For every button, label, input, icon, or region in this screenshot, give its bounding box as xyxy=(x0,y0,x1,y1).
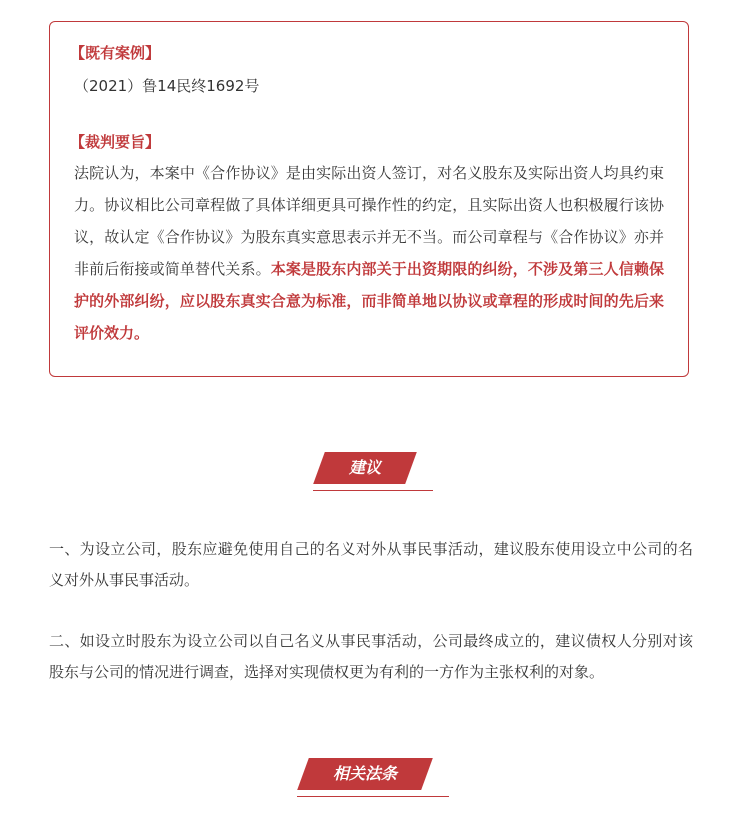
suggestion-badge-label: 建议 xyxy=(348,458,381,477)
gist-normal-text: 法院认为，本案中《合作协议》是由实际出资人签订，对名义股东及实际出资人均具约束力。协议相比公司章程做了具体详细更具可操作性的约定，且实际出资人也积极履行该协议，故认定《合作协议》为股东真实意思表示并无不当。而公司章程与《合作协议》亦并非前后衔接或简单替代关系。 xyxy=(74,164,664,278)
suggestion-item-2: 二、如设立时股东为设立公司以自己名义从事民事活动，公司最终成立的，建议债权人分别对该股东与公司的情况进行调查，选择对实现债权更为有利的一方作为主张权利的对象。 xyxy=(49,632,693,681)
suggestion-item-1: 一、为设立公司，股东应避免使用自己的名义对外从事民事活动，建议股东使用设立中公司的名义对外从事民事活动。 xyxy=(49,540,693,589)
judgment-gist-text xyxy=(74,157,664,349)
gist-highlight-text: 本案是股东内部关于出资期限的纠纷，不涉及第三人信赖保护的外部纠纷，应以股东真实合意为标准，而非简单地以协议或章程的形成时间的先后来评价效力。 xyxy=(74,260,664,342)
case-number: （2021）鲁14民终1692号 xyxy=(74,77,260,95)
related-law-underline xyxy=(297,796,449,797)
judgment-gist-title: 【裁判要旨】 xyxy=(70,133,161,151)
suggestion-badge xyxy=(319,452,411,484)
case-card xyxy=(49,21,689,377)
related-law-heading xyxy=(0,758,730,790)
existing-case-title: 【既有案例】 xyxy=(70,44,161,62)
related-law-badge-label: 相关法条 xyxy=(332,764,397,783)
suggestion-heading xyxy=(0,452,730,484)
related-law-badge xyxy=(303,758,427,790)
suggestion-underline xyxy=(313,490,433,491)
